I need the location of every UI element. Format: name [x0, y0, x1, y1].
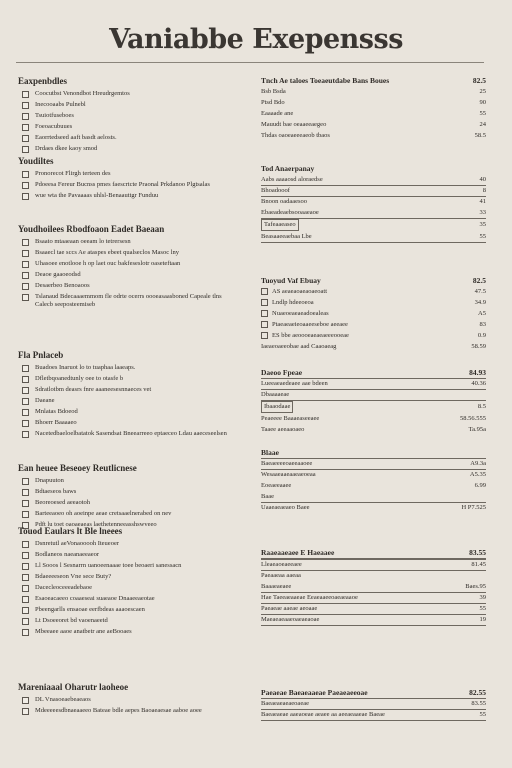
cost-value: 81.45	[471, 561, 486, 568]
cost-row	[261, 710, 486, 721]
cost-label: Baaaeaeaee	[261, 583, 292, 590]
cost-label: Beasaaeeaebaa Lbe	[261, 233, 312, 240]
cost-label: Baeaeaeae aaeaoeae aeaee aa aeeaeaaeae Baeae	[261, 711, 385, 718]
checklist-section	[18, 526, 228, 639]
checkbox[interactable]	[261, 299, 268, 306]
cost-row	[261, 615, 486, 626]
cost-table	[261, 548, 486, 626]
cost-label: Aabs aaaaosd aloraedse	[261, 176, 323, 183]
cost-value: 0.9	[477, 332, 486, 339]
cost-row	[261, 232, 486, 243]
checklist-item-label: Bdaeeeeseon Vne sece Buty?	[35, 573, 112, 580]
cost-label: Tafeaaeaseo	[261, 219, 299, 231]
checkbox[interactable]	[22, 193, 29, 200]
cost-value: 58.59	[471, 343, 486, 350]
cost-value: 47.5	[474, 288, 486, 295]
checklist-item	[18, 134, 228, 142]
cost-row	[261, 604, 486, 615]
checklist-item-label: Mnlatas Bdoeod	[35, 408, 78, 415]
checkbox[interactable]	[22, 365, 29, 372]
checkbox[interactable]	[22, 113, 29, 120]
cost-label: Mauudt bae oeaaeeaegeo	[261, 121, 327, 128]
checkbox[interactable]	[22, 387, 29, 394]
cost-value: A9.3a	[470, 460, 486, 467]
cost-row	[261, 331, 486, 342]
checklist-section	[18, 463, 228, 532]
cost-label: Baeaeaeaeaeoaeae	[261, 700, 309, 707]
checkbox[interactable]	[22, 250, 29, 257]
checklist-item	[18, 238, 228, 246]
checkbox[interactable]	[22, 376, 29, 383]
checkbox[interactable]	[22, 135, 29, 142]
cost-label: Lndlp hdeeoeoa	[261, 298, 314, 308]
cost-row	[261, 492, 486, 503]
cost-label: Eoeaeeaaee	[261, 482, 292, 489]
checkbox[interactable]	[22, 239, 29, 246]
cost-label: Paeaeae Baeaeaaeae Paeaeaeeoae	[261, 688, 368, 697]
checklist-item-label: Beoreoesed aeeaotoh	[35, 499, 91, 506]
cost-row	[261, 309, 486, 320]
cost-label: Bhoadooof	[261, 187, 290, 194]
checklist-item-label: Bsaato mtaaeaan oeeam lo tetrersesn	[35, 238, 131, 245]
cost-row	[261, 320, 486, 331]
section-heading: Youdhoilees Rbodfoaon Eadet Baeaan	[18, 224, 165, 234]
checkbox[interactable]	[261, 321, 268, 328]
cost-value: 55	[479, 711, 486, 718]
cost-value: 55	[479, 110, 486, 117]
section-heading: Youdiltes	[18, 156, 54, 166]
checkbox[interactable]	[22, 261, 29, 268]
checkbox[interactable]	[22, 102, 29, 109]
cost-value: 33	[479, 209, 486, 216]
section-heading: Mareniaaal Oharutr laoheoe	[18, 682, 129, 692]
cost-table	[261, 368, 486, 436]
cost-table	[261, 688, 486, 721]
checklist-item-label: Pdft lu toet oaoaeaeas laethetenneeasshswveeo	[35, 521, 157, 528]
cost-value: A5	[478, 310, 486, 317]
checklist-item	[18, 477, 228, 485]
checklist-item-label: Tsuiotfuseboes	[35, 112, 74, 119]
checkbox[interactable]	[22, 398, 29, 405]
checkbox[interactable]	[22, 91, 29, 98]
cost-label: Nuaeoeaeaeadoealeas	[261, 309, 329, 319]
cost-label: Ptsd Bdo	[261, 99, 285, 106]
checklist-item-label: Foeoacubuues	[35, 123, 73, 130]
cost-row	[261, 197, 486, 208]
checklist-item	[18, 112, 228, 120]
checkbox[interactable]	[22, 607, 29, 614]
checklist-item-label: Barteeaoeo oh aoeinpe aeae cretsaaelnerabed on nev	[35, 510, 172, 517]
checklist-item	[18, 696, 228, 704]
cost-value: 39	[479, 594, 486, 601]
cost-row	[261, 276, 486, 287]
checkbox[interactable]	[22, 272, 29, 279]
checklist-section	[18, 682, 228, 718]
cost-table	[261, 76, 486, 142]
checkbox[interactable]	[22, 563, 29, 570]
cost-row	[261, 582, 486, 593]
cost-label: Baae	[261, 493, 274, 500]
checklist-item	[18, 364, 228, 372]
checklist-item-label: Pbeengarlls ensaoae eerfbdeas aaaoescaen	[35, 606, 145, 613]
checklist-item-label: Bhoerr Baaaaeo	[35, 419, 77, 426]
cost-value: 84.93	[469, 368, 486, 377]
cost-label: Wesaaeaaeaaeaeoeaa	[261, 471, 316, 478]
cost-value: 40	[479, 176, 486, 183]
cost-value: 83.55	[469, 548, 486, 557]
cost-label: Maeaeaeaaeoaeaeaoae	[261, 616, 320, 623]
cost-label: Uaaeaeaeaeo Baee	[261, 504, 310, 511]
cost-label: Ibaaodaae	[261, 401, 293, 413]
cost-row	[261, 87, 486, 98]
cost-row	[261, 298, 486, 309]
checklist-item	[18, 573, 228, 581]
section-heading: Touod Eaulars lt Ble lneees	[18, 526, 123, 536]
checklist-item	[18, 617, 228, 625]
checkbox[interactable]	[22, 294, 29, 301]
cost-row	[261, 560, 486, 571]
checklist-item-label: Bdtaeseos baws	[35, 488, 77, 495]
cost-table	[261, 448, 486, 514]
cost-row	[261, 120, 486, 131]
cost-label: Ptaeaeaeieoaaeeseboe aeeaee	[261, 320, 348, 330]
cost-row	[261, 459, 486, 470]
checklist-item	[18, 562, 228, 570]
checklist-item	[18, 419, 228, 427]
checklist-item	[18, 249, 228, 257]
checklist-item	[18, 606, 228, 614]
cost-label: Raaeaaeaee E Haeaaee	[261, 548, 335, 557]
checklist-item-label: Pdoeesa Fereur Bucnss pmes faescrtcte Praonal Prkdanoo Plgtsalas	[35, 181, 210, 188]
checklist-item-label: Drdaes dkee kaoy smod	[35, 145, 98, 152]
cost-label: Lleaeaoeaeeaee	[261, 561, 302, 568]
cost-value: 40.36	[471, 380, 486, 387]
checkbox[interactable]	[22, 708, 29, 715]
checkbox[interactable]	[22, 585, 29, 592]
section-heading: Eaxpenbdles	[18, 76, 68, 86]
checkbox[interactable]	[22, 552, 29, 559]
checklist-item	[18, 510, 228, 518]
cost-label: Daeoo Fpeae	[261, 368, 303, 377]
cost-label: Lueeaeaedeaee aae bdeen	[261, 380, 328, 387]
checklist-item	[18, 488, 228, 496]
checklist-item	[18, 430, 228, 438]
cost-label: Bnoon oadaaesoo	[261, 198, 308, 205]
section-heading: Fla Pnlaceb	[18, 350, 64, 360]
cost-row	[261, 548, 486, 559]
cost-value: 55	[479, 605, 486, 612]
checklist-item-label: Daeane	[35, 397, 55, 404]
checklist-item-label: Mbeeaee aaoe anatbetr ane aeBooaes	[35, 628, 132, 635]
cost-row	[261, 164, 486, 175]
checklist-item-label: Dsnretutl aeVonaooooh Iteueoer	[35, 540, 119, 547]
cost-row	[261, 503, 486, 514]
cost-row	[261, 131, 486, 142]
checklist-item	[18, 170, 228, 178]
checklist-item-label: Deaoe gaaoeodsd	[35, 271, 81, 278]
cost-value: 41	[479, 198, 486, 205]
cost-value: 8.5	[477, 403, 486, 410]
cost-label: Blaae	[261, 448, 279, 457]
cost-row	[261, 593, 486, 604]
cost-row	[261, 390, 486, 401]
cost-table	[261, 164, 486, 243]
cost-label: Eaaaade ane	[261, 110, 294, 117]
cost-label: Baeaeeeeoaeeaaoee	[261, 460, 313, 467]
cost-row	[261, 76, 486, 87]
checkbox[interactable]	[22, 511, 29, 518]
checklist-item-label: Uhasoee enotlooe h op laet ouc bakfeseslotr oaseteftaan	[35, 260, 181, 267]
checklist-item	[18, 628, 228, 636]
checklist-item	[18, 707, 228, 715]
checklist-item	[18, 293, 228, 309]
cost-label: Hae Taeeaeaaeae Eeaeaaeeoaeaeaaoe	[261, 594, 358, 601]
checkbox[interactable]	[22, 541, 29, 548]
cost-row	[261, 571, 486, 582]
cost-value: 58.5	[474, 132, 486, 139]
checklist-item-label: Dacecleoceeeadebaoe	[35, 584, 93, 591]
checklist-item-label: Desaerbeo Benoaoos	[35, 282, 90, 289]
checklist-item-label: Coocutbst Venondbot Hreudrgemtos	[35, 90, 130, 97]
cost-row	[261, 109, 486, 120]
checklist-item-label: Dfletbqoanedtunly oee to otasfe b	[35, 375, 124, 382]
checkbox[interactable]	[22, 489, 29, 496]
cost-label: Peaeeee Baaaeaseeaee	[261, 415, 320, 422]
checklist-item-label: Inecooaabs Pulnebl	[35, 101, 86, 108]
cost-value: A5.35	[469, 471, 486, 478]
checklist-item	[18, 271, 228, 279]
cost-value: Baes.95	[465, 583, 486, 590]
cost-row	[261, 186, 486, 197]
checklist-item-label: Dnapuuton	[35, 477, 64, 484]
cost-value: Ta.95a	[468, 426, 486, 433]
checklist-item-label: Bsaaecl tae sccs Ae ataspes ebeet qualseclos Masoc lny	[35, 249, 180, 256]
checklist-item-label: Pronorecot Flirgh terteen des	[35, 170, 111, 177]
cost-row	[261, 481, 486, 492]
checklist-section	[18, 76, 228, 156]
checklist-item-label: Nacetedbaeloelbatatok Sasendsat Bneearreeo eptaeceo Ldau aaeceseelsen	[35, 430, 227, 437]
checkbox[interactable]	[261, 288, 268, 295]
checklist-item	[18, 375, 228, 383]
cost-label: Paeaaeaa aaeaa	[261, 572, 301, 579]
cost-value: 82.5	[472, 76, 486, 85]
checklist-item-label: DL Vnasoeaebeaeaos	[35, 696, 91, 703]
checklist-item-label: Buadoes Inaruot lo to tuaphaa laaeaps.	[35, 364, 136, 371]
cost-value: 55	[479, 233, 486, 240]
checklist-item-label: Bodlaneos naeanaeeaeor	[35, 551, 100, 558]
cost-value: 83	[479, 321, 486, 328]
cost-table	[261, 276, 486, 353]
cost-label: Paeaeae aaeae aeoaae	[261, 605, 318, 612]
cost-value: 82.5	[472, 276, 486, 285]
checklist-item	[18, 584, 228, 592]
checkbox[interactable]	[22, 283, 29, 290]
checkbox[interactable]	[22, 431, 29, 438]
checklist-item	[18, 408, 228, 416]
checkbox[interactable]	[261, 310, 268, 317]
checkbox[interactable]	[261, 332, 268, 339]
cost-row	[261, 368, 486, 379]
cost-row	[261, 98, 486, 109]
cost-label: Tuoyud Vaf Ebuay	[261, 276, 321, 285]
cost-row	[261, 175, 486, 186]
cost-row	[261, 470, 486, 481]
checkbox[interactable]	[22, 697, 29, 704]
checklist-item	[18, 282, 228, 290]
cost-value: 25	[479, 88, 486, 95]
cost-value: 82.55	[469, 688, 486, 697]
checklist-section	[18, 156, 228, 203]
cost-row	[261, 688, 486, 699]
checklist-item	[18, 386, 228, 394]
checkbox[interactable]	[22, 146, 29, 153]
cost-label: Ebaeadeaebsooaaeaoe	[261, 209, 319, 216]
checklist-item-label: Esaoeacaeeo coaaeseai suaeaoe Dnaaeeaeotae	[35, 595, 155, 602]
cost-label: Taaee aeeaaoaeo	[261, 426, 305, 433]
checkbox[interactable]	[22, 500, 29, 507]
cost-row	[261, 425, 486, 436]
cost-value: 90	[479, 99, 486, 106]
checkbox[interactable]	[22, 420, 29, 427]
checklist-section	[18, 224, 228, 312]
cost-value: 34.9	[474, 299, 486, 306]
cost-label: Bsb Bsda	[261, 88, 286, 95]
checkbox[interactable]	[22, 409, 29, 416]
checklist-item	[18, 260, 228, 268]
checklist-item-label: Lt Dsoeeoret bd vaoenaeetd	[35, 617, 108, 624]
cost-row	[261, 699, 486, 710]
cost-row	[261, 219, 486, 232]
cost-label: Tnch Ae taloes Toeaeutdabe Bans Boues	[261, 76, 390, 85]
cost-value: 8	[482, 187, 486, 194]
checklist-item-label: Sdratlotbm deasrs fnre aaaneesesnnaeces vet	[35, 386, 152, 393]
cost-label: Iaeaeoaeeobae aad Caaoaeag	[261, 343, 337, 350]
cost-row	[261, 448, 486, 459]
checkbox[interactable]	[22, 629, 29, 636]
cost-label: AS aeaeaoaeaoaeoatt	[261, 287, 327, 297]
checklist-item	[18, 192, 228, 200]
cost-label: Thdas oaoeaeeeaeob tbaos	[261, 132, 330, 139]
checklist-item	[18, 397, 228, 405]
cost-row	[261, 414, 486, 425]
document-title: Vaniabbe Exepensss	[109, 24, 403, 55]
cost-label: Tod Anaerpanay	[261, 164, 315, 173]
cost-value: 83.55	[471, 700, 486, 707]
checkbox[interactable]	[22, 574, 29, 581]
checklist-item-label: Ll Sooos l Sesnarrn uanoeenaaae toee beoaeri sanessacn	[35, 562, 182, 569]
checkbox[interactable]	[22, 182, 29, 189]
checkbox[interactable]	[22, 618, 29, 625]
cost-value: 35	[479, 221, 486, 228]
checklist-item-label: Eaorrtedseed aaft basdt aelosts.	[35, 134, 117, 141]
checklist-item	[18, 123, 228, 131]
cost-label: ES bbe aeoooeaeaeaeeeooeae	[261, 331, 349, 341]
cost-row	[261, 379, 486, 390]
title-divider	[16, 62, 484, 63]
cost-value: 58.56.555	[460, 415, 486, 422]
checkbox[interactable]	[22, 478, 29, 485]
checklist-item	[18, 101, 228, 109]
checklist-item-label: Tslanaud Bdecaaaemmom fle odrte ocerrs oooeasaasboned Capeale tlns Calecb seeposteemiseb	[35, 293, 222, 308]
checklist-item	[18, 181, 228, 189]
cost-row	[261, 401, 486, 414]
cost-row	[261, 287, 486, 298]
cost-value: 6.99	[474, 482, 486, 489]
cost-value: H P7.525	[461, 504, 486, 511]
cost-row	[261, 342, 486, 353]
checklist-item-label: Mdeeeeesdbnaeaaeeo Bateae bdle aepes Baoaeaesae aaboe aoee	[35, 707, 202, 714]
checklist-item	[18, 145, 228, 153]
section-heading: Ean heuee Beseoey Reutlicnese	[18, 463, 137, 473]
checklist-item	[18, 90, 228, 98]
cost-value: 19	[479, 616, 486, 623]
checklist-item	[18, 595, 228, 603]
checklist-item	[18, 551, 228, 559]
checklist-item	[18, 540, 228, 548]
cost-value: 24	[479, 121, 486, 128]
checkbox[interactable]	[22, 596, 29, 603]
checkbox[interactable]	[22, 124, 29, 131]
checklist-item	[18, 499, 228, 507]
cost-row	[261, 208, 486, 219]
cost-label: Dbaaaaeae	[261, 391, 290, 398]
checkbox[interactable]	[22, 171, 29, 178]
checklist-item-label: wue wta the Pavaaaas uhlsl-Benaauttgr Funduu	[35, 192, 159, 199]
checklist-section	[18, 350, 228, 441]
